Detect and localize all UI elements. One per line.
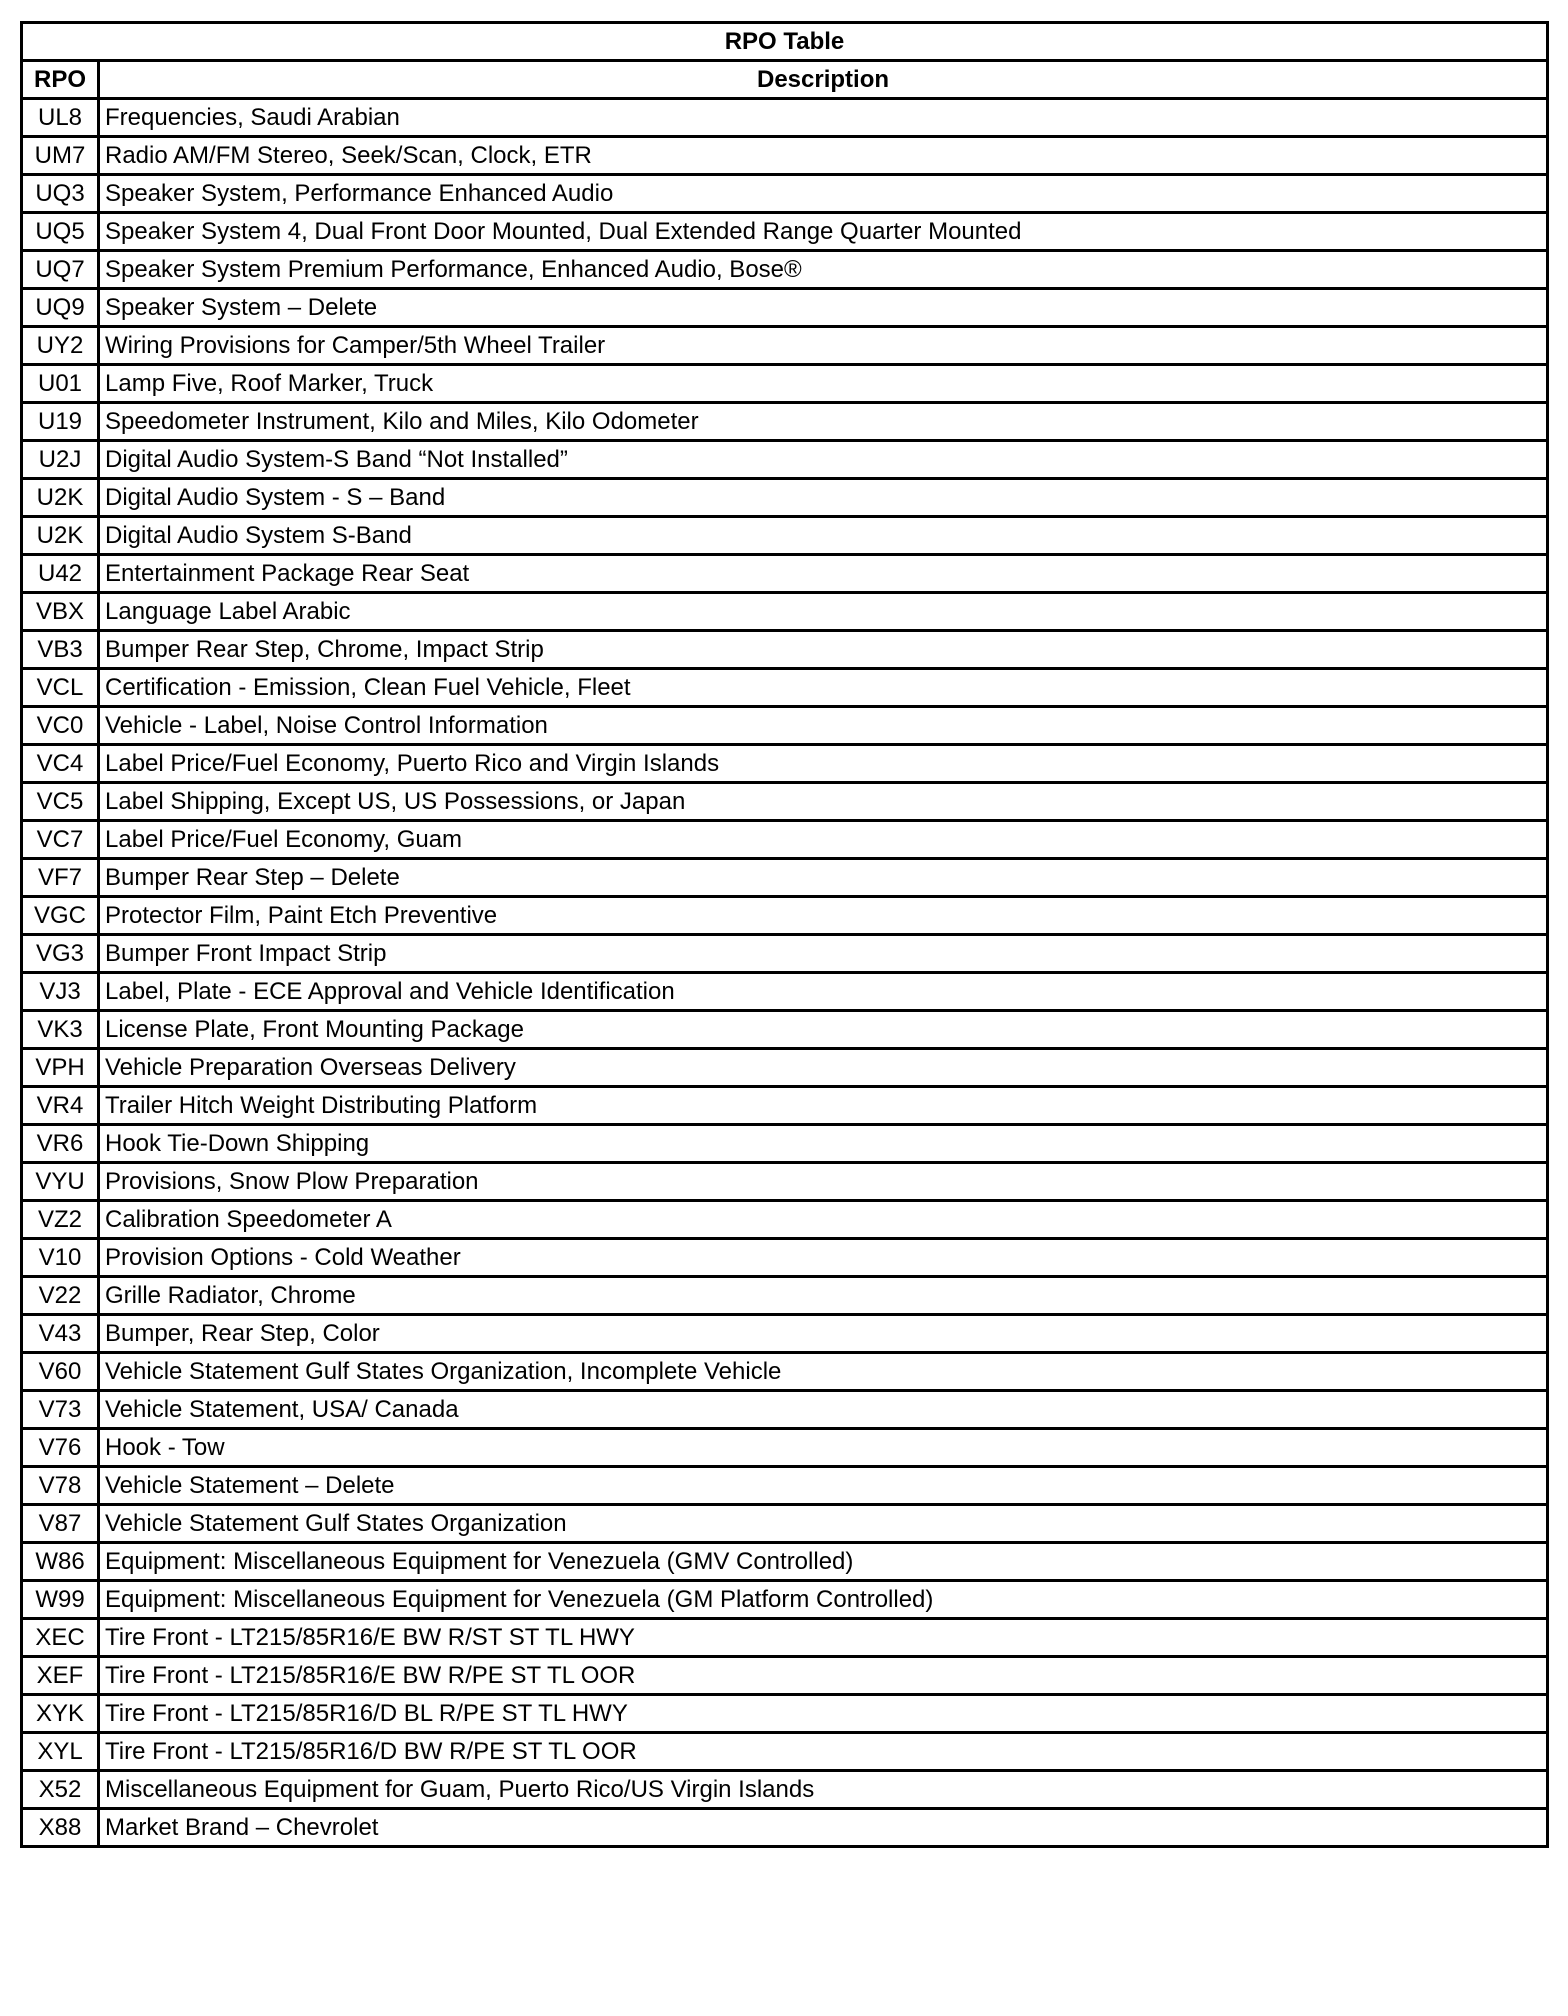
rpo-description-cell: Speaker System, Performance Enhanced Audio xyxy=(99,175,1548,213)
table-title: RPO Table xyxy=(22,23,1548,61)
rpo-description-cell: Lamp Five, Roof Marker, Truck xyxy=(99,365,1548,403)
rpo-description-cell: Hook Tie-Down Shipping xyxy=(99,1125,1548,1163)
rpo-code-cell: W86 xyxy=(22,1543,99,1581)
rpo-code-cell: VF7 xyxy=(22,859,99,897)
table-row xyxy=(22,1809,1548,1847)
rpo-code-cell: VBX xyxy=(22,593,99,631)
rpo-description-cell: Provision Options - Cold Weather xyxy=(99,1239,1548,1277)
rpo-column-header: RPO xyxy=(22,61,99,99)
rpo-description-cell: Radio AM/FM Stereo, Seek/Scan, Clock, ETR xyxy=(99,137,1548,175)
table-row xyxy=(22,1163,1548,1201)
table-row xyxy=(22,707,1548,745)
table-row xyxy=(22,973,1548,1011)
rpo-description-cell: Trailer Hitch Weight Distributing Platform xyxy=(99,1087,1548,1125)
rpo-code-cell: VR4 xyxy=(22,1087,99,1125)
table-row xyxy=(22,175,1548,213)
table-row xyxy=(22,137,1548,175)
rpo-description-cell: Digital Audio System - S – Band xyxy=(99,479,1548,517)
rpo-code-cell: VC5 xyxy=(22,783,99,821)
rpo-code-cell: VGC xyxy=(22,897,99,935)
table-row xyxy=(22,1581,1548,1619)
rpo-code-cell: VB3 xyxy=(22,631,99,669)
rpo-description-cell: Digital Audio System-S Band “Not Installed” xyxy=(99,441,1548,479)
rpo-description-cell: Grille Radiator, Chrome xyxy=(99,1277,1548,1315)
rpo-code-cell: U2J xyxy=(22,441,99,479)
rpo-description-cell: Vehicle - Label, Noise Control Information xyxy=(99,707,1548,745)
rpo-code-cell: XEC xyxy=(22,1619,99,1657)
table-row xyxy=(22,897,1548,935)
table-row xyxy=(22,1467,1548,1505)
rpo-description-cell: Speaker System 4, Dual Front Door Mounted, Dual Extended Range Quarter Mounted xyxy=(99,213,1548,251)
rpo-description-cell: Vehicle Statement – Delete xyxy=(99,1467,1548,1505)
table-row xyxy=(22,289,1548,327)
rpo-code-cell: V73 xyxy=(22,1391,99,1429)
table-body xyxy=(22,99,1548,1847)
table-row xyxy=(22,1733,1548,1771)
table-row xyxy=(22,669,1548,707)
table-row xyxy=(22,1011,1548,1049)
rpo-description-cell: Bumper, Rear Step, Color xyxy=(99,1315,1548,1353)
rpo-description-cell: Frequencies, Saudi Arabian xyxy=(99,99,1548,137)
rpo-description-cell: Vehicle Statement Gulf States Organization xyxy=(99,1505,1548,1543)
table-row xyxy=(22,441,1548,479)
rpo-code-cell: VPH xyxy=(22,1049,99,1087)
rpo-description-cell: Wiring Provisions for Camper/5th Wheel Trailer xyxy=(99,327,1548,365)
rpo-description-cell: Bumper Rear Step – Delete xyxy=(99,859,1548,897)
rpo-description-cell: Equipment: Miscellaneous Equipment for Venezuela (GM Platform Controlled) xyxy=(99,1581,1548,1619)
table-row xyxy=(22,1619,1548,1657)
rpo-description-cell: Label Price/Fuel Economy, Guam xyxy=(99,821,1548,859)
rpo-code-cell: UQ5 xyxy=(22,213,99,251)
table-row xyxy=(22,1201,1548,1239)
table-row xyxy=(22,745,1548,783)
rpo-code-cell: V78 xyxy=(22,1467,99,1505)
rpo-description-cell: Language Label Arabic xyxy=(99,593,1548,631)
rpo-code-cell: U2K xyxy=(22,479,99,517)
rpo-description-cell: Label, Plate - ECE Approval and Vehicle Identification xyxy=(99,973,1548,1011)
rpo-code-cell: V87 xyxy=(22,1505,99,1543)
rpo-description-cell: Vehicle Preparation Overseas Delivery xyxy=(99,1049,1548,1087)
rpo-description-cell: Bumper Front Impact Strip xyxy=(99,935,1548,973)
rpo-code-cell: VCL xyxy=(22,669,99,707)
table-row xyxy=(22,631,1548,669)
rpo-description-cell: Bumper Rear Step, Chrome, Impact Strip xyxy=(99,631,1548,669)
table-row xyxy=(22,365,1548,403)
table-row xyxy=(22,783,1548,821)
table-row xyxy=(22,1695,1548,1733)
rpo-code-cell: VG3 xyxy=(22,935,99,973)
table-row xyxy=(22,1049,1548,1087)
description-column-header: Description xyxy=(99,61,1548,99)
rpo-description-cell: Hook - Tow xyxy=(99,1429,1548,1467)
rpo-code-cell: VYU xyxy=(22,1163,99,1201)
rpo-code-cell: X52 xyxy=(22,1771,99,1809)
table-row xyxy=(22,1087,1548,1125)
table-row xyxy=(22,1771,1548,1809)
rpo-description-cell: Digital Audio System S-Band xyxy=(99,517,1548,555)
rpo-code-cell: VC4 xyxy=(22,745,99,783)
table-row xyxy=(22,935,1548,973)
table-row xyxy=(22,517,1548,555)
table-row xyxy=(22,593,1548,631)
header-row xyxy=(22,61,1548,99)
rpo-code-cell: V10 xyxy=(22,1239,99,1277)
table-row xyxy=(22,99,1548,137)
rpo-description-cell: Tire Front - LT215/85R16/E BW R/ST ST TL HWY xyxy=(99,1619,1548,1657)
table-row xyxy=(22,821,1548,859)
table-row xyxy=(22,403,1548,441)
table-row xyxy=(22,1315,1548,1353)
table-row xyxy=(22,479,1548,517)
rpo-code-cell: VK3 xyxy=(22,1011,99,1049)
rpo-code-cell: UM7 xyxy=(22,137,99,175)
rpo-description-cell: Tire Front - LT215/85R16/E BW R/PE ST TL OOR xyxy=(99,1657,1548,1695)
rpo-code-cell: UQ3 xyxy=(22,175,99,213)
rpo-code-cell: UQ7 xyxy=(22,251,99,289)
rpo-description-cell: Vehicle Statement Gulf States Organization, Incomplete Vehicle xyxy=(99,1353,1548,1391)
rpo-code-cell: V22 xyxy=(22,1277,99,1315)
rpo-code-cell: V76 xyxy=(22,1429,99,1467)
rpo-code-cell: U19 xyxy=(22,403,99,441)
rpo-code-cell: VZ2 xyxy=(22,1201,99,1239)
table-row xyxy=(22,859,1548,897)
table-row xyxy=(22,1239,1548,1277)
rpo-code-cell: V43 xyxy=(22,1315,99,1353)
rpo-description-cell: Miscellaneous Equipment for Guam, Puerto Rico/US Virgin Islands xyxy=(99,1771,1548,1809)
rpo-description-cell: Provisions, Snow Plow Preparation xyxy=(99,1163,1548,1201)
rpo-code-cell: XEF xyxy=(22,1657,99,1695)
rpo-description-cell: Label Price/Fuel Economy, Puerto Rico and Virgin Islands xyxy=(99,745,1548,783)
rpo-description-cell: Calibration Speedometer A xyxy=(99,1201,1548,1239)
rpo-description-cell: Certification - Emission, Clean Fuel Vehicle, Fleet xyxy=(99,669,1548,707)
rpo-code-cell: X88 xyxy=(22,1809,99,1847)
rpo-description-cell: Market Brand – Chevrolet xyxy=(99,1809,1548,1847)
table-row xyxy=(22,1657,1548,1695)
rpo-description-cell: Label Shipping, Except US, US Possessions, or Japan xyxy=(99,783,1548,821)
table-row xyxy=(22,1505,1548,1543)
rpo-code-cell: UY2 xyxy=(22,327,99,365)
rpo-description-cell: Speaker System Premium Performance, Enhanced Audio, Bose® xyxy=(99,251,1548,289)
rpo-code-cell: V60 xyxy=(22,1353,99,1391)
table-row xyxy=(22,1125,1548,1163)
rpo-description-cell: Speedometer Instrument, Kilo and Miles, Kilo Odometer xyxy=(99,403,1548,441)
rpo-code-cell: UL8 xyxy=(22,99,99,137)
rpo-code-cell: XYK xyxy=(22,1695,99,1733)
rpo-code-cell: VC0 xyxy=(22,707,99,745)
rpo-code-cell: XYL xyxy=(22,1733,99,1771)
rpo-table xyxy=(20,21,1549,1848)
rpo-description-cell: Tire Front - LT215/85R16/D BL R/PE ST TL HWY xyxy=(99,1695,1548,1733)
rpo-code-cell: VJ3 xyxy=(22,973,99,1011)
rpo-description-cell: Vehicle Statement, USA/ Canada xyxy=(99,1391,1548,1429)
table-row xyxy=(22,1543,1548,1581)
rpo-description-cell: Protector Film, Paint Etch Preventive xyxy=(99,897,1548,935)
rpo-code-cell: U01 xyxy=(22,365,99,403)
rpo-code-cell: U42 xyxy=(22,555,99,593)
table-row xyxy=(22,555,1548,593)
rpo-description-cell: Speaker System – Delete xyxy=(99,289,1548,327)
table-row xyxy=(22,1277,1548,1315)
table-row xyxy=(22,213,1548,251)
rpo-code-cell: W99 xyxy=(22,1581,99,1619)
rpo-description-cell: Entertainment Package Rear Seat xyxy=(99,555,1548,593)
rpo-code-cell: U2K xyxy=(22,517,99,555)
rpo-code-cell: VC7 xyxy=(22,821,99,859)
rpo-description-cell: Equipment: Miscellaneous Equipment for Venezuela (GMV Controlled) xyxy=(99,1543,1548,1581)
table-row xyxy=(22,1391,1548,1429)
table-row xyxy=(22,1353,1548,1391)
table-row xyxy=(22,1429,1548,1467)
table-row xyxy=(22,327,1548,365)
table-row xyxy=(22,251,1548,289)
rpo-code-cell: VR6 xyxy=(22,1125,99,1163)
rpo-description-cell: License Plate, Front Mounting Package xyxy=(99,1011,1548,1049)
rpo-code-cell: UQ9 xyxy=(22,289,99,327)
rpo-description-cell: Tire Front - LT215/85R16/D BW R/PE ST TL OOR xyxy=(99,1733,1548,1771)
title-row xyxy=(22,23,1548,61)
